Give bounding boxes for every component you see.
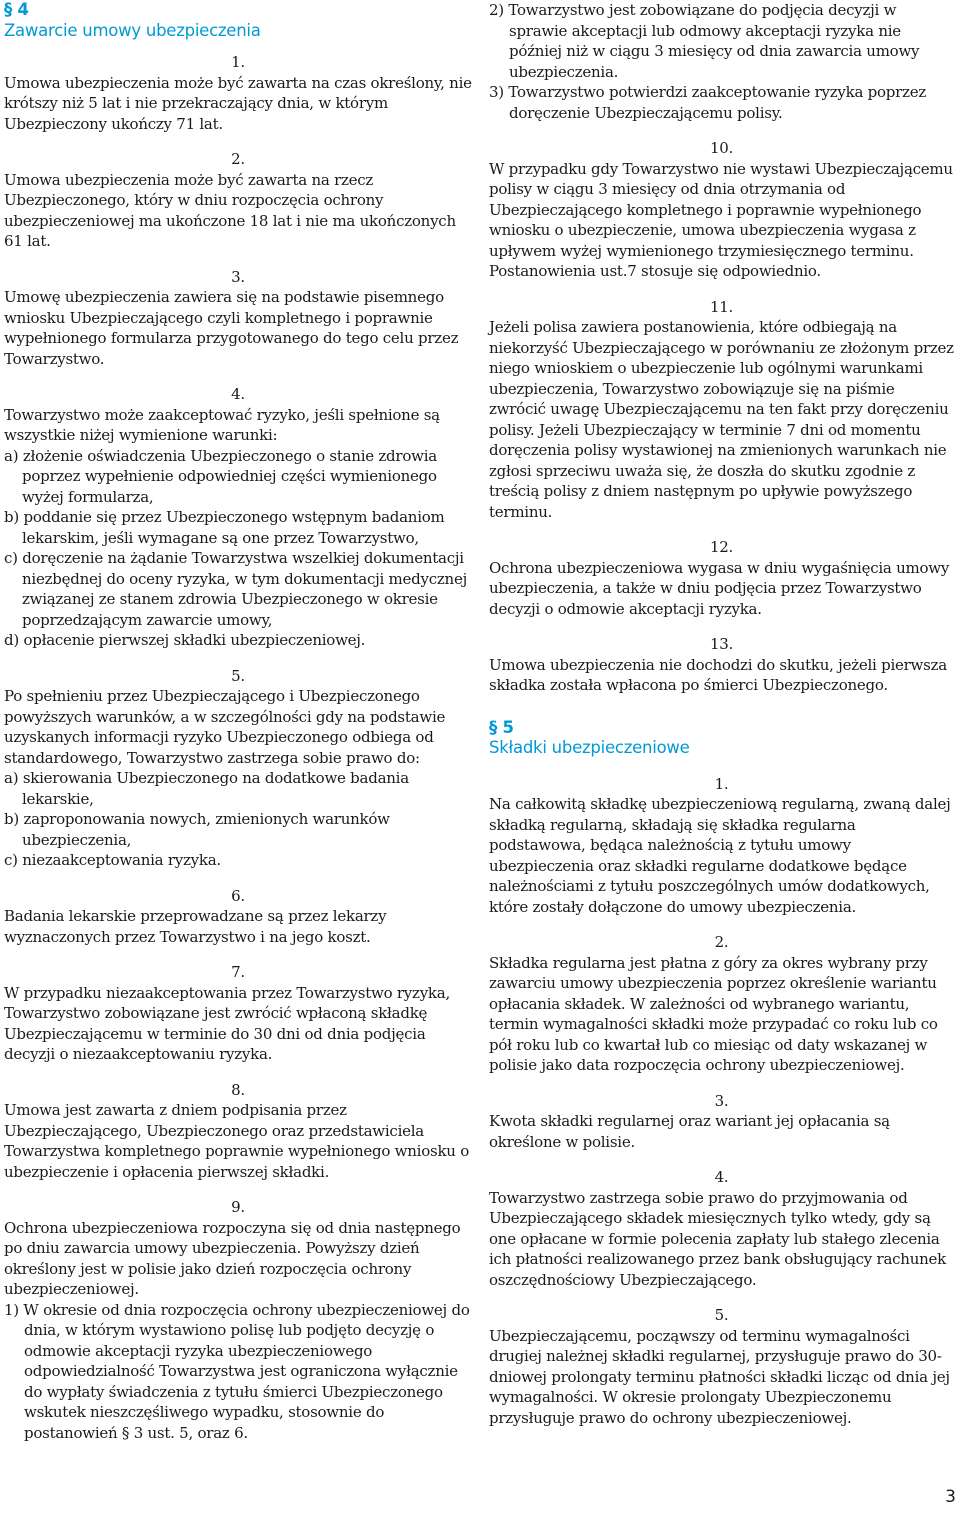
section-5-symbol: § 5 — [489, 717, 514, 737]
paragraph-text: Badania lekarskie przeprowadzane są przez lekarzy wyznaczonych przez Towarzystwo i na jego koszt. — [4, 907, 387, 946]
paragraph-number: 3. — [714, 1091, 729, 1110]
paragraph-text: W przypadku gdy Towarzystwo nie wystawi Ubezpieczającemu polisy w ciągu 3 miesięcy od dnia otrzymania od Ubezpieczającego kompletnego i poprawnie wypełnionego wniosku o ubezpieczenie, umowa ubezpieczenia wygasa z upływem wyżej wymienionego trzymiesięcznego terminu. Postanowienia ust.7 stosuje się odpowiednio. — [489, 159, 953, 280]
paragraph-text: Jeżeli polisa zawiera postanowienia, które odbiegają na niekorzyść Ubezpieczającego w porównaniu ze złożonym przez niego wnioskiem o ubezpieczenie lub ogólnymi warunkami ubezpieczenia, Towarzystwo zobowiązuje się na piśmie zwrócić uwagę Ubezpieczającemu na ten fakt przy doręczeniu polisy. Jeżeli Ubezpieczający w terminie 7 dni od momentu doręczenia polisy wystawionej na zmienionych warunkach nie zgłosi sprzeciwu uważa się, że doszła do skutku zgodnie z treścią polisy z dniem następnym po upływie powyższego terminu. — [489, 318, 954, 521]
paragraph-number: 8. — [231, 1080, 245, 1099]
paragraph-number: 11. — [709, 297, 734, 316]
section-4-title: Zawarcie umowy ubezpieczenia — [4, 20, 261, 40]
paragraph-number: 7. — [231, 963, 245, 981]
paragraph-text: Po spełnieniu przez Ubezpieczającego i Ubezpieczonego powyższych warunków, a w szczególności gdy na podstawie uzyskanych informacji ryzyko Ubezpieczonego odbiega od standardowego, Towarzystwo zastrzega sobie prawo do: — [4, 687, 446, 767]
paragraph-text: Umowa ubezpieczenia może być zawarta na czas określony, nie krótszy niż 5 lat i nie przekraczający dnia, w którym Ubezpieczony ukończy 71 lat. — [4, 73, 472, 133]
paragraph-number: 13. — [709, 635, 734, 653]
paragraph-text: Ubezpieczającemu, począwszy od terminu wymagalności drugiej należnej składki regularnej, przysługuje prawo do 30-dniowej prolongaty terminu płatności składki licząc od dnia jej wymagalności. W okresie prolongaty Ubezpieczonemu przysługuje prawo do ochrony ubezpieczeniowej. — [489, 1326, 950, 1427]
right-column — [489, 0, 954, 1428]
paragraph-text: Umowę ubezpieczenia zawiera się na podstawie pisemnego wniosku Ubezpieczającego czyli kompletnego i poprawnie wypełnionego formularza przygotowanego do tego celu przez Towarzystwo. — [4, 288, 459, 368]
paragraph-text: Na całkowitą składkę ubezpieczeniową regularną, zwaną dalej składką regularną, składają się składka regularna podstawowa, będąca należnością z tytułu umowy ubezpieczenia oraz składki regularne dodatkowe będące należnościami z tytułu poszczególnych umów dodatkowych, które zostały dołączone do umowy ubezpieczenia. — [489, 795, 951, 916]
paragraph-text: Umowa jest zawarta z dniem podpisania przez Ubezpieczającego, Ubezpieczonego oraz przedstawiciela Towarzystwa kompletnego poprawnie wypełnionego wniosku o ubezpieczenie i opłacenia pierwszej składki. — [4, 1101, 470, 1181]
paragraph-number: 3. — [231, 267, 245, 286]
list-item: a) skierowania Ubezpieczonego na dodatkowe badania lekarskie, — [4, 769, 409, 808]
list-item: 1) W okresie od dnia rozpoczęcia ochrony ubezpieczeniowej do dnia, w którym wystawiono polisę lub podjęto decyzję o odmowie akceptacji ryzyka ubezpieczeniowego odpowiedzialność Towarzystwa jest ograniczona wyłącznie do wypłaty świadczenia z tytułu śmierci Ubezpieczonego wskutek nieszczęśliwego wypadku, stosownie do postanowień § 3 ust. 5, oraz 6. — [4, 1300, 470, 1442]
paragraph-text: Umowa ubezpieczenia nie dochodzi do skutku, jeżeli pierwsza składka została wpłacona po śmierci Ubezpieczonego. — [489, 655, 947, 694]
left-column — [4, 0, 472, 1443]
paragraph-number: 4. — [231, 385, 245, 403]
paragraph-text: Towarzystwo zastrzega sobie prawo do przyjmowania od Ubezpieczającego składek miesięcznych tylko wtedy, gdy są one opłacane w formie polecenia zapłaty lub stałego zlecenia ich płatności realizowanego przez bank obsługujący rachunek oszczędnościowy Ubezpieczającego. — [489, 1188, 947, 1289]
section-4-symbol: § 4 — [4, 0, 29, 19]
paragraph-number: 9. — [231, 1198, 245, 1216]
paragraph-number: 5. — [231, 666, 245, 685]
paragraph-text: Ochrona ubezpieczeniowa rozpoczyna się od dnia następnego po dniu zawarcia umowy ubezpieczenia. Powyższy dzień określony jest w polisie jako dzień rozpoczęcia ochrony ubezpieczeniowej. — [4, 1218, 461, 1298]
paragraph-number: 10. — [709, 139, 734, 157]
paragraph-text: W przypadku niezaakceptowania przez Towarzystwo ryzyka, Towarzystwo zobowiązane jest zwrócić wpłaconą składkę Ubezpieczającemu w terminie do 30 dni od dnia podjęcia decyzji o niezaakceptowaniu ryzyka. — [4, 983, 450, 1063]
paragraph-text: Kwota składki regularnej oraz wariant jej opłacania są określone w polisie. — [489, 1112, 890, 1151]
page-number: 3 — [945, 1487, 956, 1507]
paragraph-text: Ochrona ubezpieczeniowa wygasa w dniu wygaśnięcia umowy ubezpieczenia, a także w dniu podjęcia przez Towarzystwo decyzji o odmowie akceptacji ryzyka. — [489, 558, 950, 618]
list-item: 3) Towarzystwo potwierdzi zaakceptowanie ryzyka poprzez doręczenie Ubezpieczającemu polisy. — [489, 83, 927, 122]
paragraph-number: 2. — [231, 150, 245, 168]
list-item: b) poddanie się przez Ubezpieczonego wstępnym badaniom lekarskim, jeśli wymagane są one przez Towarzystwo, — [4, 508, 445, 547]
section-5-heading — [489, 718, 954, 759]
section-spacer — [489, 696, 954, 718]
paragraph-number: 12. — [709, 538, 734, 556]
list-item: d) opłacenie pierwszej składki ubezpieczeniowej. — [4, 631, 366, 649]
list-item: c) niezaakceptowania ryzyka. — [4, 851, 221, 869]
list-item: b) zaproponowania nowych, zmienionych warunków ubezpieczenia, — [4, 810, 390, 849]
paragraph-text: Towarzystwo może zaakceptować ryzyko, jeśli spełnione są wszystkie niżej wymienione warunki: — [4, 405, 440, 444]
paragraph-text: Składka regularna jest płatna z góry za okres wybrany przy zawarciu umowy ubezpieczenia poprzez określenie wariantu opłacania składek. W zależności od wybranego wariantu, termin wymagalności składki może przypadać co roku lub co pół roku lub co kwartał lub co miesiąc od daty wskazanej w polisie jako data rozpoczęcia ochrony ubezpieczeniowej. — [489, 953, 938, 1074]
list-item: c) doręczenie na żądanie Towarzystwa wszelkiej dokumentacji niezbędnej do oceny ryzyka, w tym dokumentacji medycznej związanej ze stanem zdrowia Ubezpieczonego w okresie poprzedzającym zawarcie umowy, — [4, 549, 467, 629]
section-5-title: Składki ubezpieczeniowe — [489, 738, 690, 757]
paragraph-number: 1. — [714, 774, 729, 793]
paragraph-number: 2. — [714, 933, 729, 951]
paragraph-number: 1. — [231, 53, 245, 71]
list-item: 2) Towarzystwo jest zobowiązane do podjęcia decyzji w sprawie akceptacji lub odmowy akceptacji ryzyka nie później niż w ciągu 3 miesięcy od dnia zawarcia umowy ubezpieczenia. — [489, 1, 920, 81]
paragraph-number: 4. — [714, 1168, 729, 1186]
paragraph-number: 5. — [714, 1306, 729, 1324]
section-4-heading — [4, 0, 472, 41]
list-item: a) złożenie oświadczenia Ubezpieczonego o stanie zdrowia poprzez wypełnienie odpowiedniej części wymienionego wyżej formularza, — [4, 446, 437, 506]
paragraph-number: 6. — [231, 886, 245, 905]
paragraph-text: Umowa ubezpieczenia może być zawarta na rzecz Ubezpieczonego, który w dniu rozpoczęcia ochrony ubezpieczeniowej ma ukończone 18 lat i nie ma ukończonych 61 lat. — [4, 170, 456, 250]
